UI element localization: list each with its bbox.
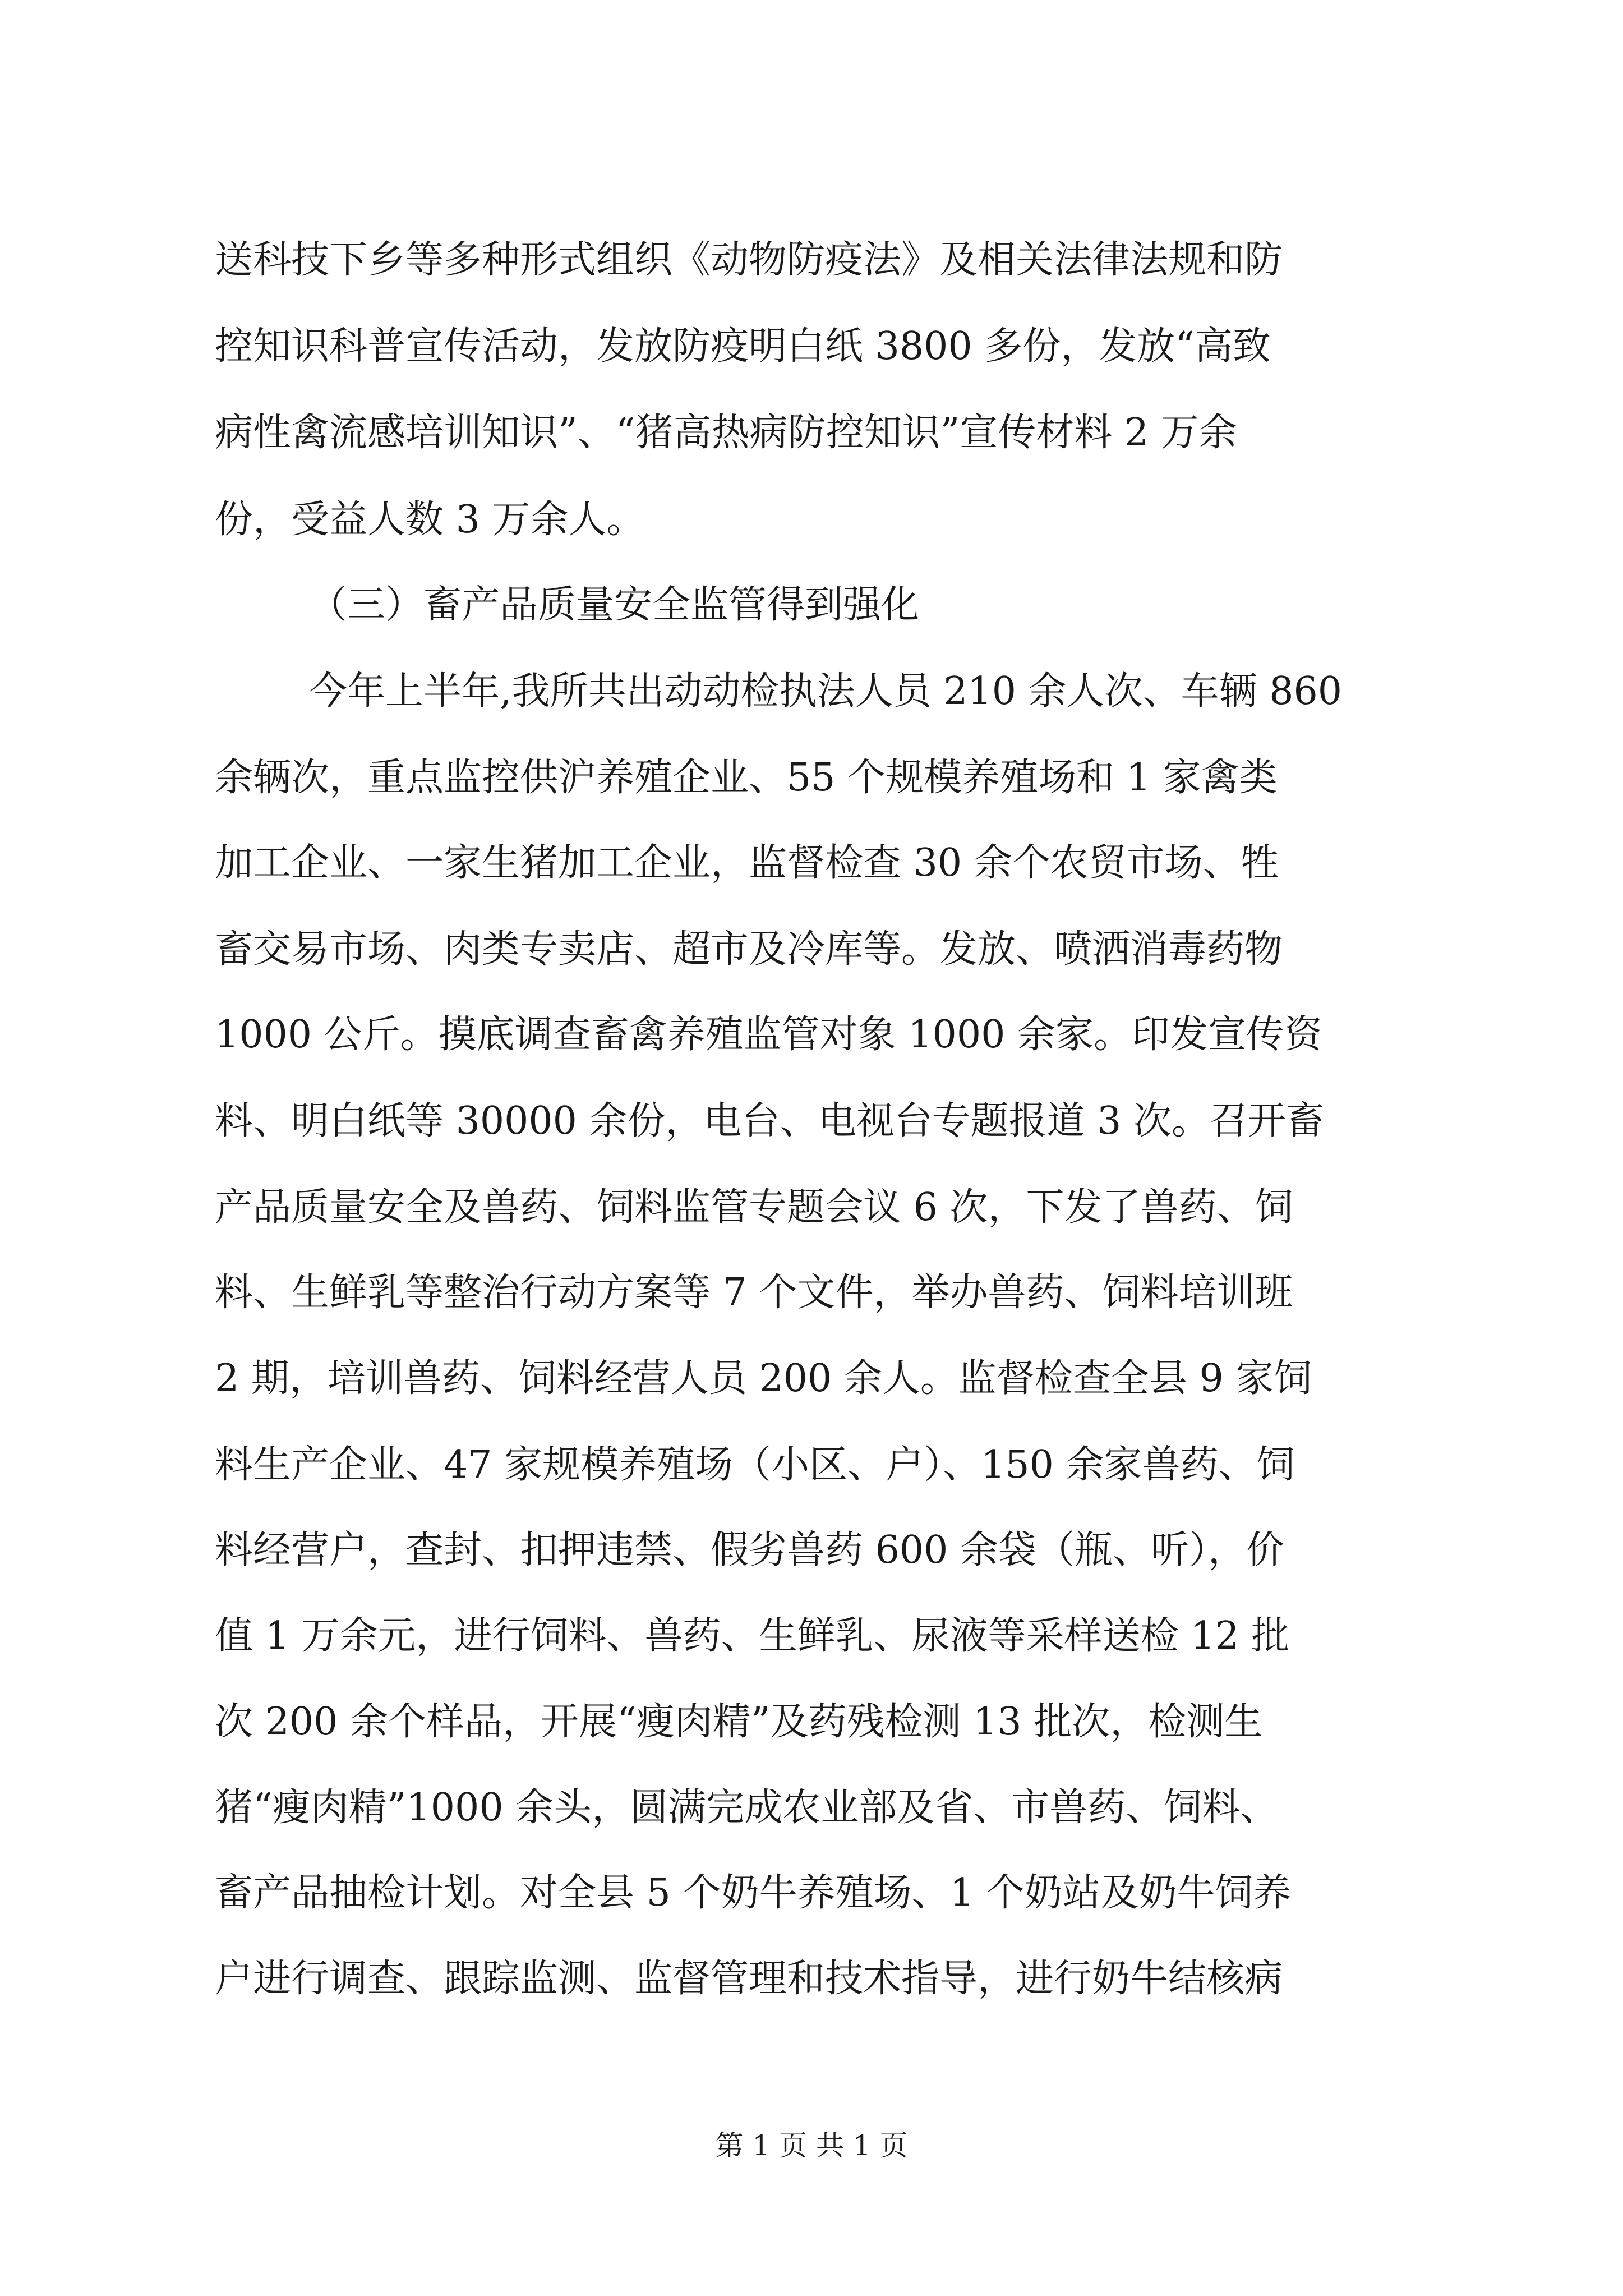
page-footer: 第 1 页 共 1 页: [715, 2129, 908, 2162]
text-line-3: 病性禽流感培训知识”、“猪高热病防控知识”宣传材料 2 万余: [215, 411, 1237, 455]
text-line-19: 猪“瘦肉精”1000 余头，圆满完成农业部及省、市兽药、饲料、: [215, 1786, 1279, 1830]
text-line-14: 2 期，培训兽药、饲料经营人员 200 余人。监督检查全县 9 家饲: [215, 1356, 1312, 1401]
text-line-16: 料经营户，查封、扣押违禁、假劣兽药 600 余袋（瓶、听），价: [215, 1528, 1285, 1572]
text-line-6: 今年上半年,我所共出动动检执法人员 210 余人次、车辆 860: [309, 669, 1343, 714]
section-heading: （三）畜产品质量安全监管得到强化: [309, 583, 920, 627]
text-line-21: 户进行调查、跟踪监测、监督管理和技术指导，进行奶牛结核病: [215, 1957, 1283, 2001]
text-line-9: 畜交易市场、肉类专卖店、超市及冷库等。发放、喷洒消毒药物: [215, 927, 1283, 972]
text-line-4: 份，受益人数 3 万余人。: [215, 498, 645, 542]
text-line-10: 1000 公斤。摸底调查畜禽养殖监管对象 1000 余家。印发宣传资: [215, 1013, 1322, 1057]
text-line-2: 控知识科普宣传活动，发放防疫明白纸 3800 多份，发放“高致: [215, 324, 1271, 369]
text-line-15: 料生产企业、47 家规模养殖场（小区、户）、150 余家兽药、饲: [215, 1443, 1295, 1487]
text-line-20: 畜产品抽检计划。对全县 5 个奶牛养殖场、1 个奶站及奶牛饲养: [215, 1871, 1292, 1915]
text-line-18: 次 200 余个样品，开展“瘦肉精”及药残检测 13 批次，检测生: [215, 1700, 1263, 1744]
text-line-11: 料、明白纸等 30000 余份，电台、电视台专题报道 3 次。召开畜: [215, 1099, 1325, 1143]
text-line-17: 值 1 万余元，进行饲料、兽药、生鲜乳、尿液等采样送检 12 批: [215, 1614, 1290, 1658]
text-line-1: 送科技下乡等多种形式组织《动物防疫法》及相关法律法规和防: [215, 238, 1283, 282]
text-line-12: 产品质量安全及兽药、饲料监管专题会议 6 次，下发了兽药、饲: [215, 1185, 1293, 1230]
text-line-7: 余辆次，重点监控供沪养殖企业、55 个规模养殖场和 1 家禽类: [215, 756, 1278, 800]
text-line-8: 加工企业、一家生猪加工企业，监督检查 30 余个农贸市场、牲: [215, 841, 1279, 885]
text-line-13: 料、生鲜乳等整治行动方案等 7 个文件，举办兽药、饲料培训班: [215, 1271, 1293, 1315]
